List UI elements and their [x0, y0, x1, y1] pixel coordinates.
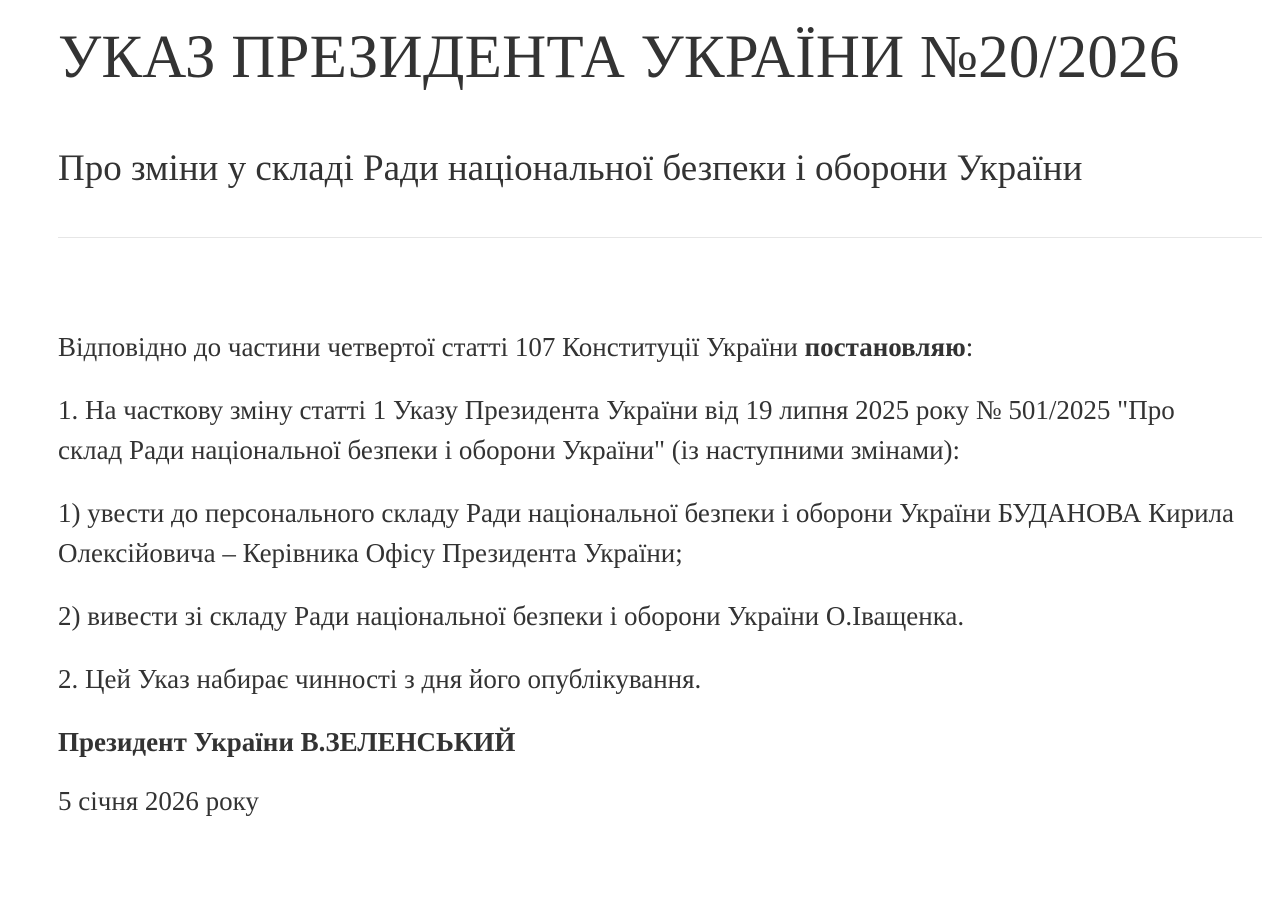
signature: Президент України В.ЗЕЛЕНСЬКИЙ [58, 727, 516, 757]
subclause-2-paragraph: 2) вивести зі складу Ради національної безпеки і оборони України О.Іващенка. [58, 601, 965, 631]
preamble-suffix: : [965, 332, 974, 362]
subclause-1-paragraph: 1) увести до персонального складу Ради національної безпеки і оборони України БУДАНОВА Кирила Олексійовича – Керівника Офісу Президента України; [58, 498, 1234, 568]
preamble-text: Відповідно до частини четвертої статті 107 Конституції України [58, 332, 805, 362]
preamble-emphasis: постановляю [804, 332, 966, 362]
decree-subtitle: Про зміни у складі Ради національної безпеки і оборони України [58, 148, 1083, 189]
clause-2-paragraph: 2. Цей Указ набирає чинності з дня його опублікування. [58, 664, 702, 694]
header-divider [58, 237, 1262, 238]
decree-body [58, 327, 1238, 844]
preamble-paragraph [58, 327, 1238, 367]
clause-1-paragraph: 1. На часткову зміну статті 1 Указу Президента України від 19 липня 2025 року № 501/2025 "Про склад Ради національної безпеки і оборони України" (із наступними змінами): [58, 395, 1175, 465]
decree-title: УКАЗ ПРЕЗИДЕНТА УКРАЇНИ №20/2026 [58, 24, 1180, 91]
decree-date: 5 січня 2026 року [58, 786, 259, 816]
